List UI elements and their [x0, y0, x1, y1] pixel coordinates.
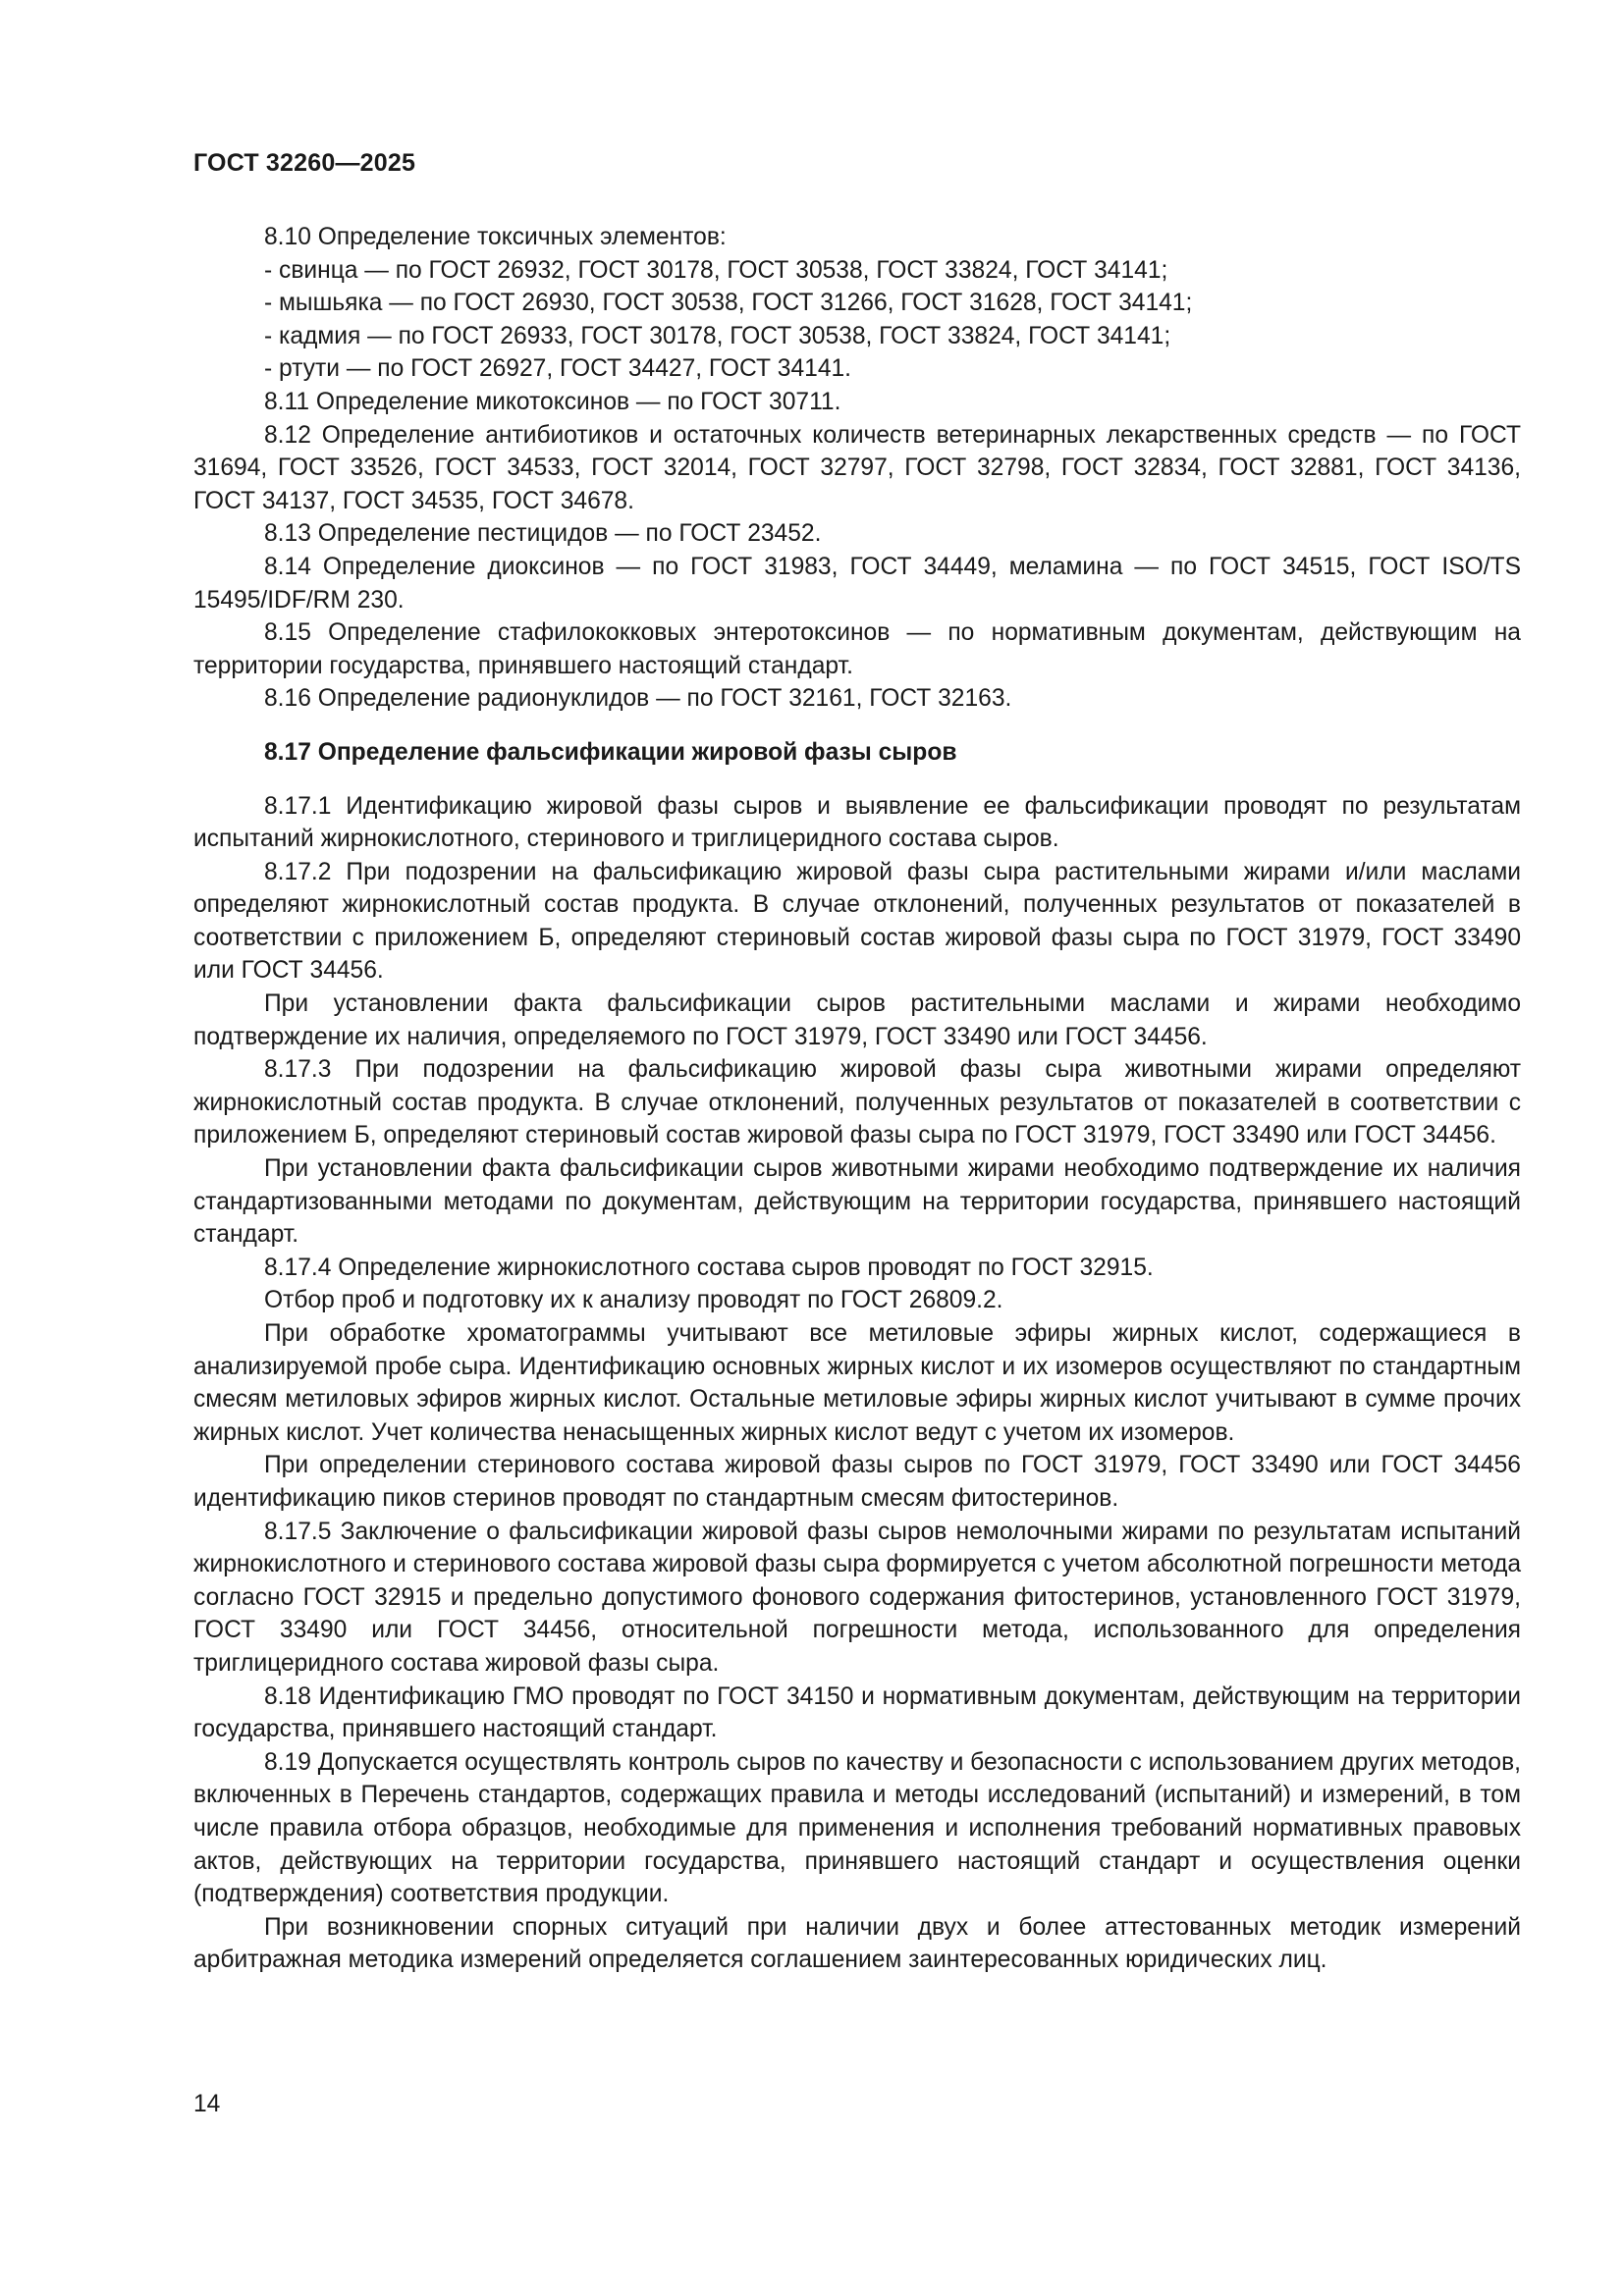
paragraph: При определении стеринового состава жировой фазы сыров по ГОСТ 31979, ГОСТ 33490 или ГОСТ 34456 идентификацию пиков стеринов проводят по стандартным смесям фитостеринов.	[193, 1452, 1521, 1512]
clause-8-15: 8.15 Определение стафилококковых энтеротоксинов — по нормативным документам, действующим на территории государства, принявшего настоящий стандарт.	[193, 619, 1521, 679]
paragraph: При установлении факта фальсификации сыров животными жирами необходимо подтверждение их наличия стандартизованными методами по документам, действующим на территории государства, принявшего настоящий стандарт.	[193, 1155, 1521, 1249]
clause-8-11: 8.11 Определение микотоксинов — по ГОСТ 30711.	[264, 388, 841, 415]
clause-8-19: 8.19 Допускается осуществлять контроль сыров по качеству и безопасности с использованием других методов, включенных в Перечень стандартов, содержащих правила и методы исследований (испытаний) и измерений, в том числе правила отбора образцов, необходимые для применения и исполнения требований нормативных правовых актов, действующих на территории государства, принявшего настоящий стандарт и осуществления оценки (подтверждения) соответствия продукции.	[193, 1748, 1521, 1908]
paragraph: Отбор проб и подготовку их к анализу проводят по ГОСТ 26809.2.	[264, 1287, 1003, 1314]
clause-8-18: 8.18 Идентификацию ГМО проводят по ГОСТ 34150 и нормативным документам, действующим на территории государства, принявшего настоящий стандарт.	[193, 1682, 1521, 1743]
list-item-mercury: - ртути — по ГОСТ 26927, ГОСТ 34427, ГОСТ 34141.	[264, 355, 852, 383]
section-heading-8-17: 8.17 Определение фальсификации жировой фазы сыров	[264, 738, 957, 766]
clause-8-12: 8.12 Определение антибиотиков и остаточных количеств ветеринарных лекарственных средств — по ГОСТ 31694, ГОСТ 33526, ГОСТ 34533, ГОСТ 32014, ГОСТ 32797, ГОСТ 32798, ГОСТ 32834, ГОСТ 32881, ГОСТ 34136, ГОСТ 34137, ГОСТ 34535, ГОСТ 34678.	[193, 421, 1521, 514]
paragraph: При обработке хроматограммы учитывают все метиловые эфиры жирных кислот, содержащиеся в анализируемой пробе сыра. Идентификацию основных жирных кислот и их изомеров осуществляют по стандартным смесям метиловых эфиров жирных кислот. Остальные метиловые эфиры жирных кислот учитывают в сумме прочих жирных кислот. Учет количества ненасыщенных жирных кислот ведут с учетом их изомеров.	[193, 1320, 1521, 1446]
clause-8-10: 8.10 Определение токсичных элементов:	[264, 224, 727, 250]
paragraph: При возникновении спорных ситуаций при наличии двух и более аттестованных методик измерений арбитражная методика измерений определяется соглашением заинтересованных юридических лиц.	[193, 1913, 1521, 1974]
list-item-cadmium: - кадмия — по ГОСТ 26933, ГОСТ 30178, ГОСТ 30538, ГОСТ 33824, ГОСТ 34141;	[264, 322, 1171, 349]
document-body	[193, 221, 1521, 1977]
list-item-lead: - свинца — по ГОСТ 26932, ГОСТ 30178, ГОСТ 30538, ГОСТ 33824, ГОСТ 34141;	[264, 256, 1168, 284]
clause-8-17-2: 8.17.2 При подозрении на фальсификацию жировой фазы сыра растительными жирами и/или маслами определяют жирнокислотный состав продукта. В случае отклонений, полученных результатов от показателей в соответствии с приложением Б, определяют стериновый состав жировой фазы сыра по ГОСТ 31979, ГОСТ 33490 или ГОСТ 34456.	[193, 858, 1521, 985]
clause-8-14: 8.14 Определение диоксинов — по ГОСТ 31983, ГОСТ 34449, меламина — по ГОСТ 34515, ГОСТ ISO/TS 15495/IDF/RM 230.	[193, 553, 1521, 614]
clause-8-17-4: 8.17.4 Определение жирнокислотного состава сыров проводят по ГОСТ 32915.	[264, 1254, 1154, 1281]
clause-8-16: 8.16 Определение радионуклидов — по ГОСТ 32161, ГОСТ 32163.	[264, 685, 1012, 713]
paragraph: При установлении факта фальсификации сыров растительными маслами и жирами необходимо подтверждение их наличия, определяемого по ГОСТ 31979, ГОСТ 33490 или ГОСТ 34456.	[193, 990, 1521, 1050]
clause-8-17-1: 8.17.1 Идентификацию жировой фазы сыров и выявление ее фальсификации проводят по результатам испытаний жирнокислотного, стеринового и триглицеридного состава сыров.	[193, 792, 1521, 853]
clause-8-17-5: 8.17.5 Заключение о фальсификации жировой фазы сыров немолочными жирами по результатам испытаний жирнокислотного и стеринового состава жировой фазы сыра формируется с учетом абсолютной погрешности метода согласно ГОСТ 32915 и предельно допустимого фонового содержания фитостеринов, установленного ГОСТ 31979, ГОСТ 33490 или ГОСТ 34456, относительной погрешности метода, использованного для определения триглицеридного состава жировой фазы сыра.	[193, 1518, 1521, 1677]
page-number: 14	[193, 2091, 221, 2117]
clause-8-17-3: 8.17.3 При подозрении на фальсификацию жировой фазы сыра животными жирами определяют жирнокислотный состав продукта. В случае отклонений, полученных результатов от показателей в соответствии с приложением Б, определяют стериновый состав жировой фазы сыра по ГОСТ 31979, ГОСТ 33490 или ГОСТ 34456.	[193, 1056, 1521, 1149]
document-header: ГОСТ 32260—2025	[193, 149, 416, 177]
list-item-arsenic: - мышьяка — по ГОСТ 26930, ГОСТ 30538, ГОСТ 31266, ГОСТ 31628, ГОСТ 34141;	[264, 290, 1193, 317]
clause-8-13: 8.13 Определение пестицидов — по ГОСТ 23452.	[264, 520, 822, 548]
